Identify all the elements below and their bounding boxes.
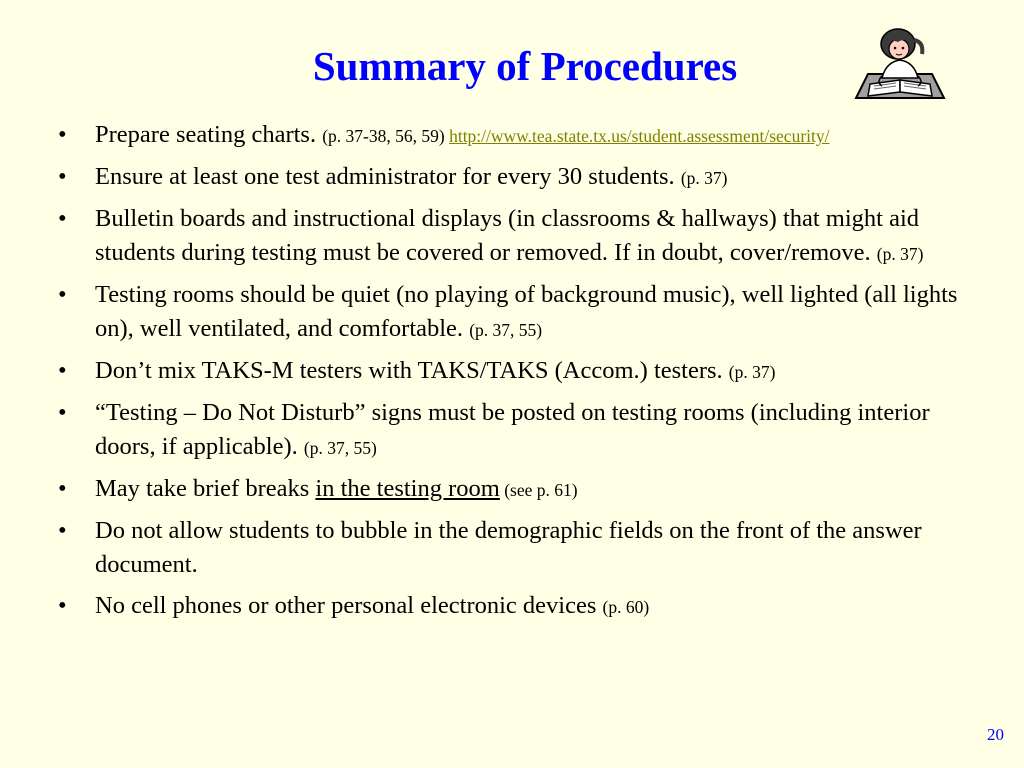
list-item: • Bulletin boards and instructional displays (in classrooms & hallways) that might aid students during testing must be covered or removed. If in doubt, cover/remove. (p. 37) xyxy=(58,205,924,266)
slide-title: Summary of Procedures xyxy=(312,43,738,89)
bullet-list xyxy=(58,118,988,631)
page-reference: (p. 37, 55) xyxy=(469,320,543,340)
student-reading-book-icon xyxy=(852,26,948,104)
bullet-text: “Testing – Do Not Disturb” signs must be posted on testing rooms (including interior doors, if applicable). xyxy=(95,399,930,460)
page-reference: (p. 37, 55) xyxy=(303,438,377,458)
bullet-text: Do not allow students to bubble in the demographic fields on the front of the answer document. xyxy=(95,517,922,578)
bullet-text: Prepare seating charts. xyxy=(95,121,323,148)
list-item: • Prepare seating charts. (p. 37-38, 56, 59) http://www.tea.state.tx.us/student.assessment/security/ xyxy=(58,121,830,148)
list-item: • May take brief breaks in the testing room (see p. 61) xyxy=(58,475,578,502)
list-item: • No cell phones or other personal electronic devices (p. 60) xyxy=(58,592,650,619)
bullet-text: No cell phones or other personal electronic devices xyxy=(95,592,603,619)
bullet-text: Ensure at least one test administrator for every 30 students. xyxy=(95,163,681,190)
bullet-text: May take brief breaks xyxy=(95,475,316,502)
page-reference: (p. 60) xyxy=(602,597,650,617)
list-item: • Ensure at least one test administrator for every 30 students. (p. 37) xyxy=(58,163,728,190)
list-item: • Do not allow students to bubble in the demographic fields on the front of the answer document. xyxy=(58,517,922,578)
list-item: • “Testing – Do Not Disturb” signs must be posted on testing rooms (including interior doors, if applicable). (p. 37, 55) xyxy=(58,399,930,460)
bullet-text: Testing rooms should be quiet (no playing of background music), well lighted (all lights on), well ventilated, and comfortable. xyxy=(95,281,958,342)
page-reference: (p. 37-38, 56, 59) xyxy=(322,126,450,146)
underlined-text: in the testing room xyxy=(315,475,500,502)
security-link[interactable]: http://www.tea.state.tx.us/student.assessment/security/ xyxy=(449,126,830,146)
list-item: • Testing rooms should be quiet (no playing of background music), well lighted (all lights on), well ventilated, and comfortable. (p. 37, 55) xyxy=(58,281,958,342)
list-item: • Don’t mix TAKS-M testers with TAKS/TAKS (Accom.) testers. (p. 37) xyxy=(58,357,776,384)
page-reference: (see p. 61) xyxy=(499,480,578,500)
page-reference: (p. 37) xyxy=(728,362,776,382)
bullet-text: Don’t mix TAKS-M testers with TAKS/TAKS (Accom.) testers. xyxy=(95,357,729,384)
page-number: 20 xyxy=(987,725,1004,744)
page-reference: (p. 37) xyxy=(876,244,924,264)
page-reference: (p. 37) xyxy=(680,168,728,188)
bullet-text: Bulletin boards and instructional displays (in classrooms & hallways) that might aid students during testing must be covered or removed. If in doubt, cover/remove. xyxy=(95,205,920,266)
